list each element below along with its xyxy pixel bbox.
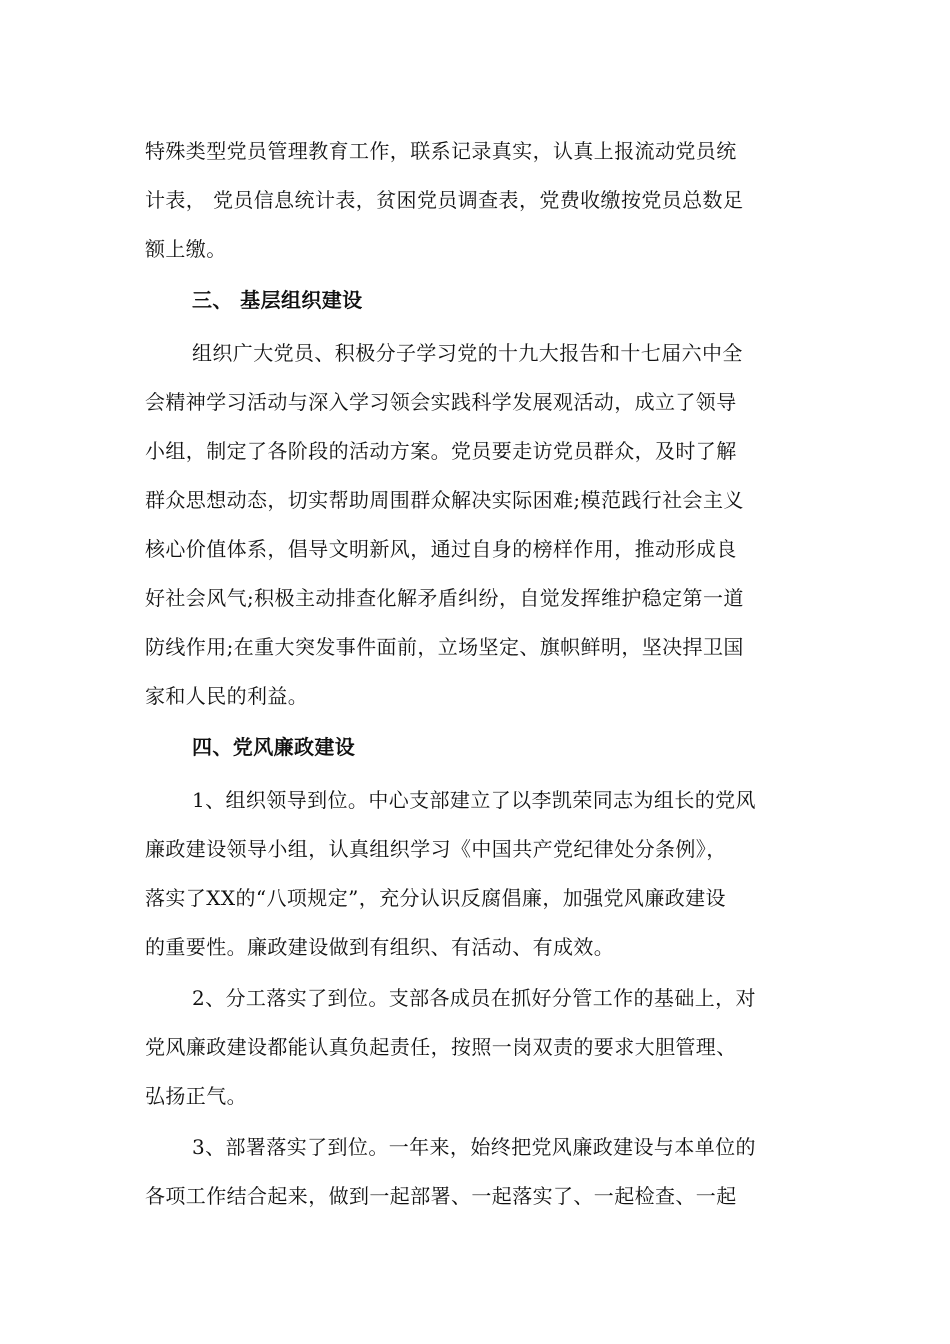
section-heading: 三、 基层组织建设 [192,288,363,312]
paragraph-line: 防线作用;在重大突发事件面前，立场坚定、旗帜鲜明，坚决捍卫国 [145,635,744,659]
paragraph-line: 会精神学习活动与深入学习领会实践科学发展观活动，成立了领导 [145,390,737,414]
paragraph-line: 群众思想动态，切实帮助周围群众解决实际困难;模范践行社会主义 [145,488,744,512]
paragraph-line: 额上缴。 [145,237,227,261]
paragraph-line: 小组，制定了各阶段的活动方案。党员要走访党员群众，及时了解 [145,439,737,463]
paragraph-line: 1、组织领导到位。中心支部建立了以李凯荣同志为组长的党风 [192,788,756,812]
paragraph-line: 2、分工落实了到位。支部各成员在抓好分管工作的基础上，对 [192,986,756,1010]
paragraph-line: 党风廉政建设都能认真负起责任，按照一岗双责的要求大胆管理、 [145,1035,737,1059]
paragraph-line: 3、部署落实了到位。一年来，始终把党风廉政建设与本单位的 [192,1135,756,1159]
paragraph-line: 廉政建设领导小组，认真组织学习《中国共产党纪律处分条例》， [145,837,727,861]
paragraph-line: 家和人民的利益。 [145,684,309,708]
paragraph-line: 组织广大党员、积极分子学习党的十九大报告和十七届六中全 [192,341,743,365]
paragraph-line: 各项工作结合起来，做到一起部署、一起落实了、一起检查、一起 [145,1184,737,1208]
paragraph-line: 好社会风气;积极主动排查化解矛盾纠纷，自觉发挥维护稳定第一道 [145,586,744,610]
paragraph-line: 计表， 党员信息统计表，贫困党员调查表，党费收缴按党员总数足 [145,188,744,212]
paragraph-line: 落实了XX的“八项规定”，充分认识反腐倡廉，加强党风廉政建设 [145,886,726,910]
paragraph-line: 核心价值体系，倡导文明新风，通过自身的榜样作用，推动形成良 [145,537,737,561]
section-heading: 四、党风廉政建设 [192,735,356,759]
paragraph-line: 弘扬正气。 [145,1084,247,1108]
paragraph-line: 特殊类型党员管理教育工作，联系记录真实，认真上报流动党员统 [145,139,737,163]
paragraph-line: 的重要性。廉政建设做到有组织、有活动、有成效。 [145,935,615,959]
